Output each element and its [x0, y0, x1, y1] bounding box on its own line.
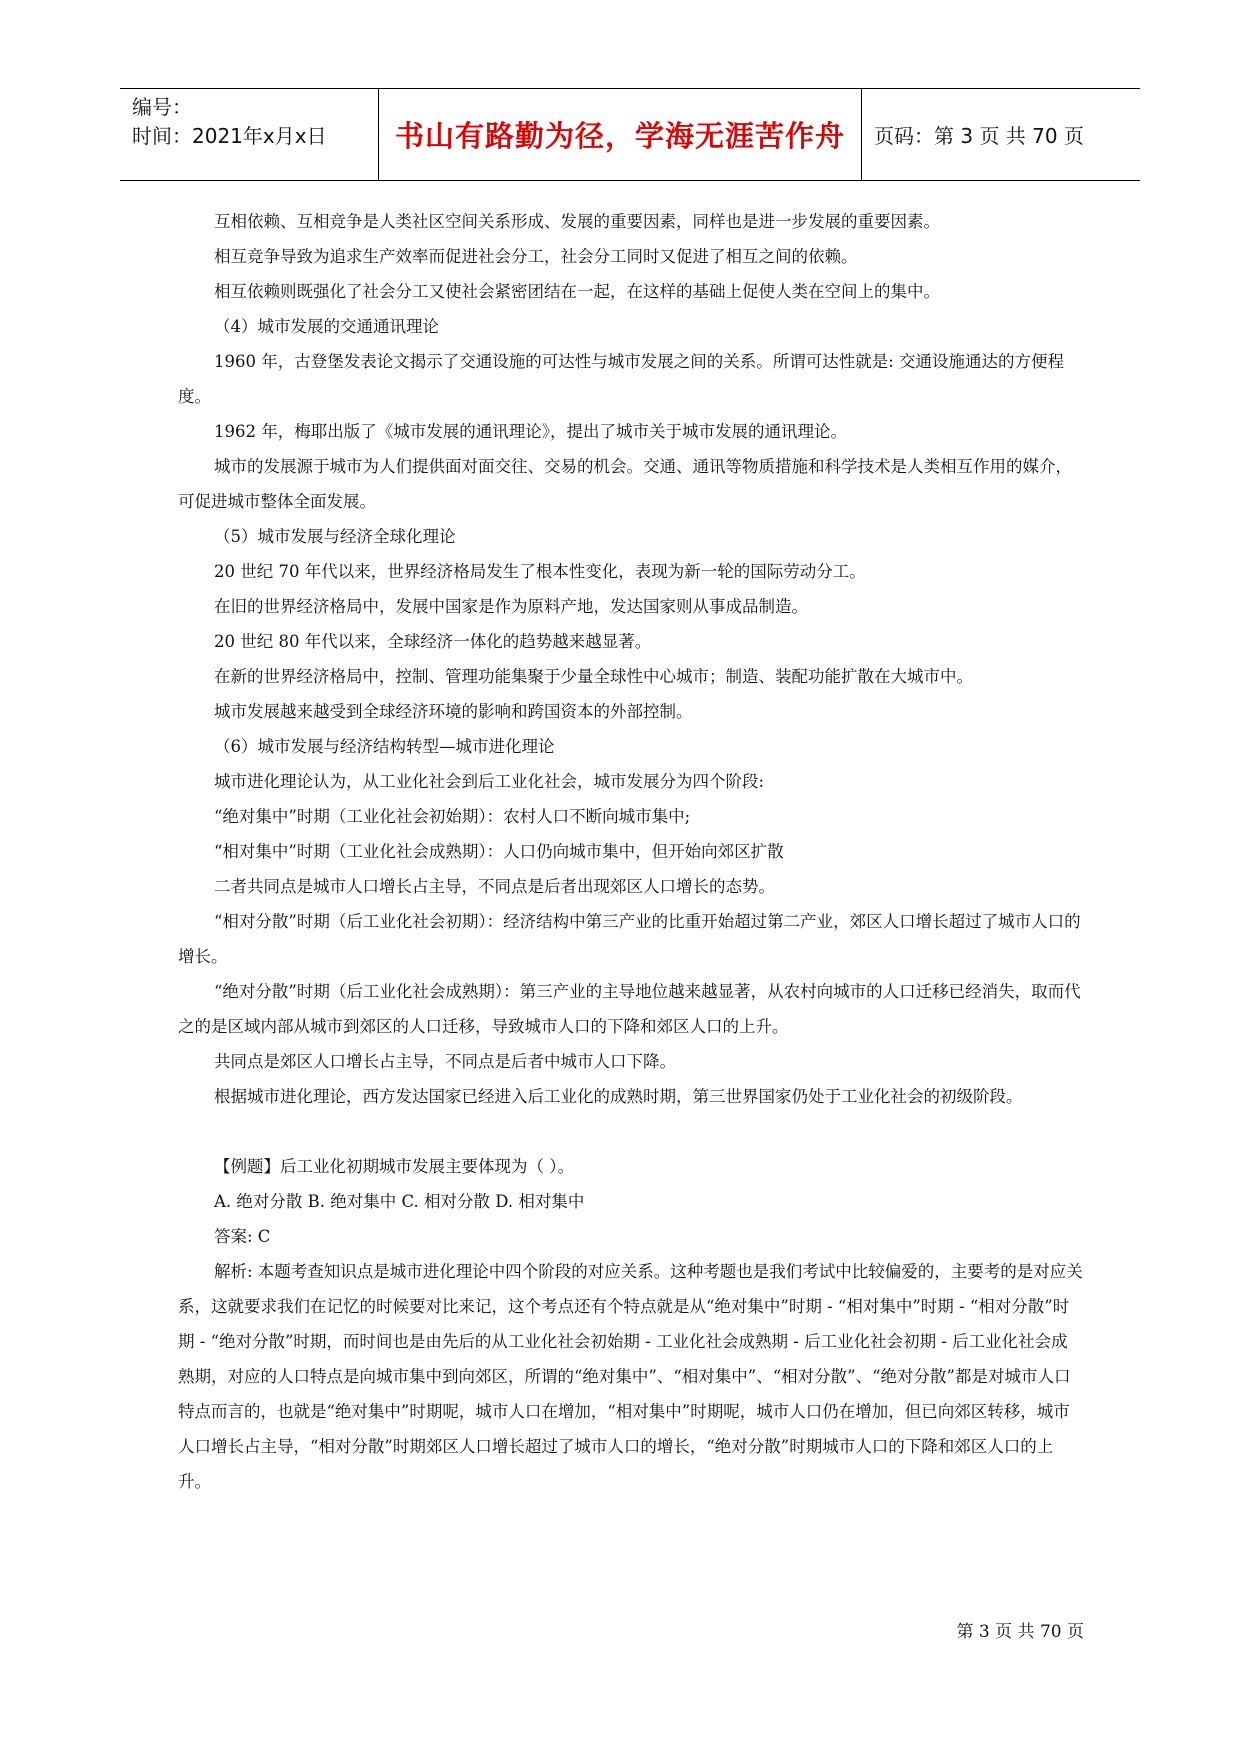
- paragraph: 根据城市进化理论，西方发达国家已经进入后工业化的成熟时期，第三世界国家仍处于工业化社会的初级阶段。: [214, 1087, 1023, 1106]
- paragraph: 城市发展越来越受到全球经济环境的影响和跨国资本的外部控制。: [214, 702, 693, 721]
- header-slogan: 书山有路勤为径，学海无涯苦作舟: [378, 89, 862, 180]
- doc-number-label: 编号：: [132, 95, 192, 119]
- page-header: [120, 88, 1140, 181]
- section-heading: （6）城市发展与经济结构转型—城市进化理论: [214, 737, 555, 756]
- paragraph: “相对集中”时期（工业化社会成熟期）：人口仍向城市集中，但开始向郊区扩散: [214, 842, 784, 861]
- paragraph: 城市进化理论认为，从工业化社会到后工业化社会，城市发展分为四个阶段:: [214, 772, 765, 791]
- paragraph: 在旧的世界经济格局中，发展中国家是作为原料产地，发达国家则从事成品制造。: [214, 597, 808, 616]
- paragraph: 1960 年，古登堡发表论文揭示了交通设施的可达性与城市发展之间的关系。所谓可达性就是: 交通设施通达的方便程度。: [178, 352, 1065, 406]
- example-answer: 答案: C: [214, 1227, 271, 1246]
- header-page-label: 页码：第 3 页 共 70 页: [874, 124, 1084, 148]
- example-options: A. 绝对分散 B. 绝对集中 C. 相对分散 D. 相对集中: [214, 1192, 585, 1211]
- paragraph: 在新的世界经济格局中，控制、管理功能集聚于少量全球性中心城市；制造、装配功能扩散在大城市中。: [214, 667, 973, 686]
- paragraph: “绝对分散”时期（后工业化社会成熟期）：第三产业的主导地位越来越显著，从农村向城市的人口迁移已经消失，取而代之的是区域内部从城市到郊区的人口迁移，导致城市人口的下降和郊区人口的上升。: [178, 982, 1081, 1036]
- header-info: [120, 89, 378, 180]
- example-question: 【例题】后工业化初期城市发展主要体现为（ ）。: [214, 1157, 574, 1176]
- section-heading: （5）城市发展与经济全球化理论: [214, 527, 456, 546]
- paragraph: 20 世纪 70 年代以来，世界经济格局发生了根本性变化，表现为新一轮的国际劳动分工。: [214, 562, 866, 581]
- paragraph: 城市的发展源于城市为人们提供面对面交往、交易的机会。交通、通讯等物质措施和科学技术是人类相互作用的媒介，可促进城市整体全面发展。: [178, 457, 1072, 511]
- doc-time-label: 时间：2021年x月x日: [132, 124, 327, 148]
- page-footer: 第 3 页 共 70 页: [956, 1622, 1084, 1642]
- blank-line: [178, 1114, 1083, 1149]
- paragraph: 二者共同点是城市人口增长占主导，不同点是后者出现郊区人口增长的态势。: [214, 877, 775, 896]
- paragraph: 共同点是郊区人口增长占主导，不同点是后者中城市人口下降。: [214, 1052, 676, 1071]
- paragraph: “绝对集中”时期（工业化社会初始期）：农村人口不断向城市集中;: [214, 807, 691, 826]
- paragraph: 相互依赖则既强化了社会分工又使社会紧密团结在一起，在这样的基础上促使人类在空间上的集中。: [214, 282, 940, 301]
- paragraph: “相对分散”时期（后工业化社会初期）：经济结构中第三产业的比重开始超过第二产业，郊区人口增长超过了城市人口的增长。: [178, 912, 1081, 966]
- paragraph: 互相依赖、互相竞争是人类社区空间关系形成、发展的重要因素，同样也是进一步发展的重要因素。: [214, 212, 940, 231]
- section-heading: （4）城市发展的交通通讯理论: [214, 317, 439, 336]
- document-body: [178, 204, 1083, 1499]
- paragraph: 20 世纪 80 年代以来，全球经济一体化的趋势越来越显著。: [214, 632, 652, 651]
- paragraph: 1962 年，梅耶出版了《城市发展的通讯理论》，提出了城市关于城市发展的通讯理论。: [214, 422, 847, 441]
- paragraph: 相互竞争导致为追求生产效率而促进社会分工，社会分工同时又促进了相互之间的依赖。: [214, 247, 858, 266]
- example-analysis: 解析: 本题考查知识点是城市进化理论中四个阶段的对应关系。这种考题也是我们考试中比较偏爱的，主要考的是对应关系，这就要求我们在记忆的时候要对比来记，这个考点还有个特点就是从“绝对集中”时期 - “相对集中”时期 - “相对分散”时期 - “绝对分散”时期，而时间也是由先后的从工业化社会初始期 - 工业化社会成熟期 - 后工业化社会初期 - 后工业化社会成熟期，对应的人口特点是向城市集中到向郊区，所谓的“绝对集中”、“相对集中”、“相对分散”、“绝对分散”都是对城市人口特点而言的，也就是“绝对集中”时期呢，城市人口在增加，“相对集中”时期呢，城市人口仍在增加，但已向郊区转移，城市人口增长占主导，“相对分散”时期郊区人口增长超过了城市人口的增长，“绝对分散”时期城市人口的下降和郊区人口的上升。: [178, 1262, 1083, 1491]
